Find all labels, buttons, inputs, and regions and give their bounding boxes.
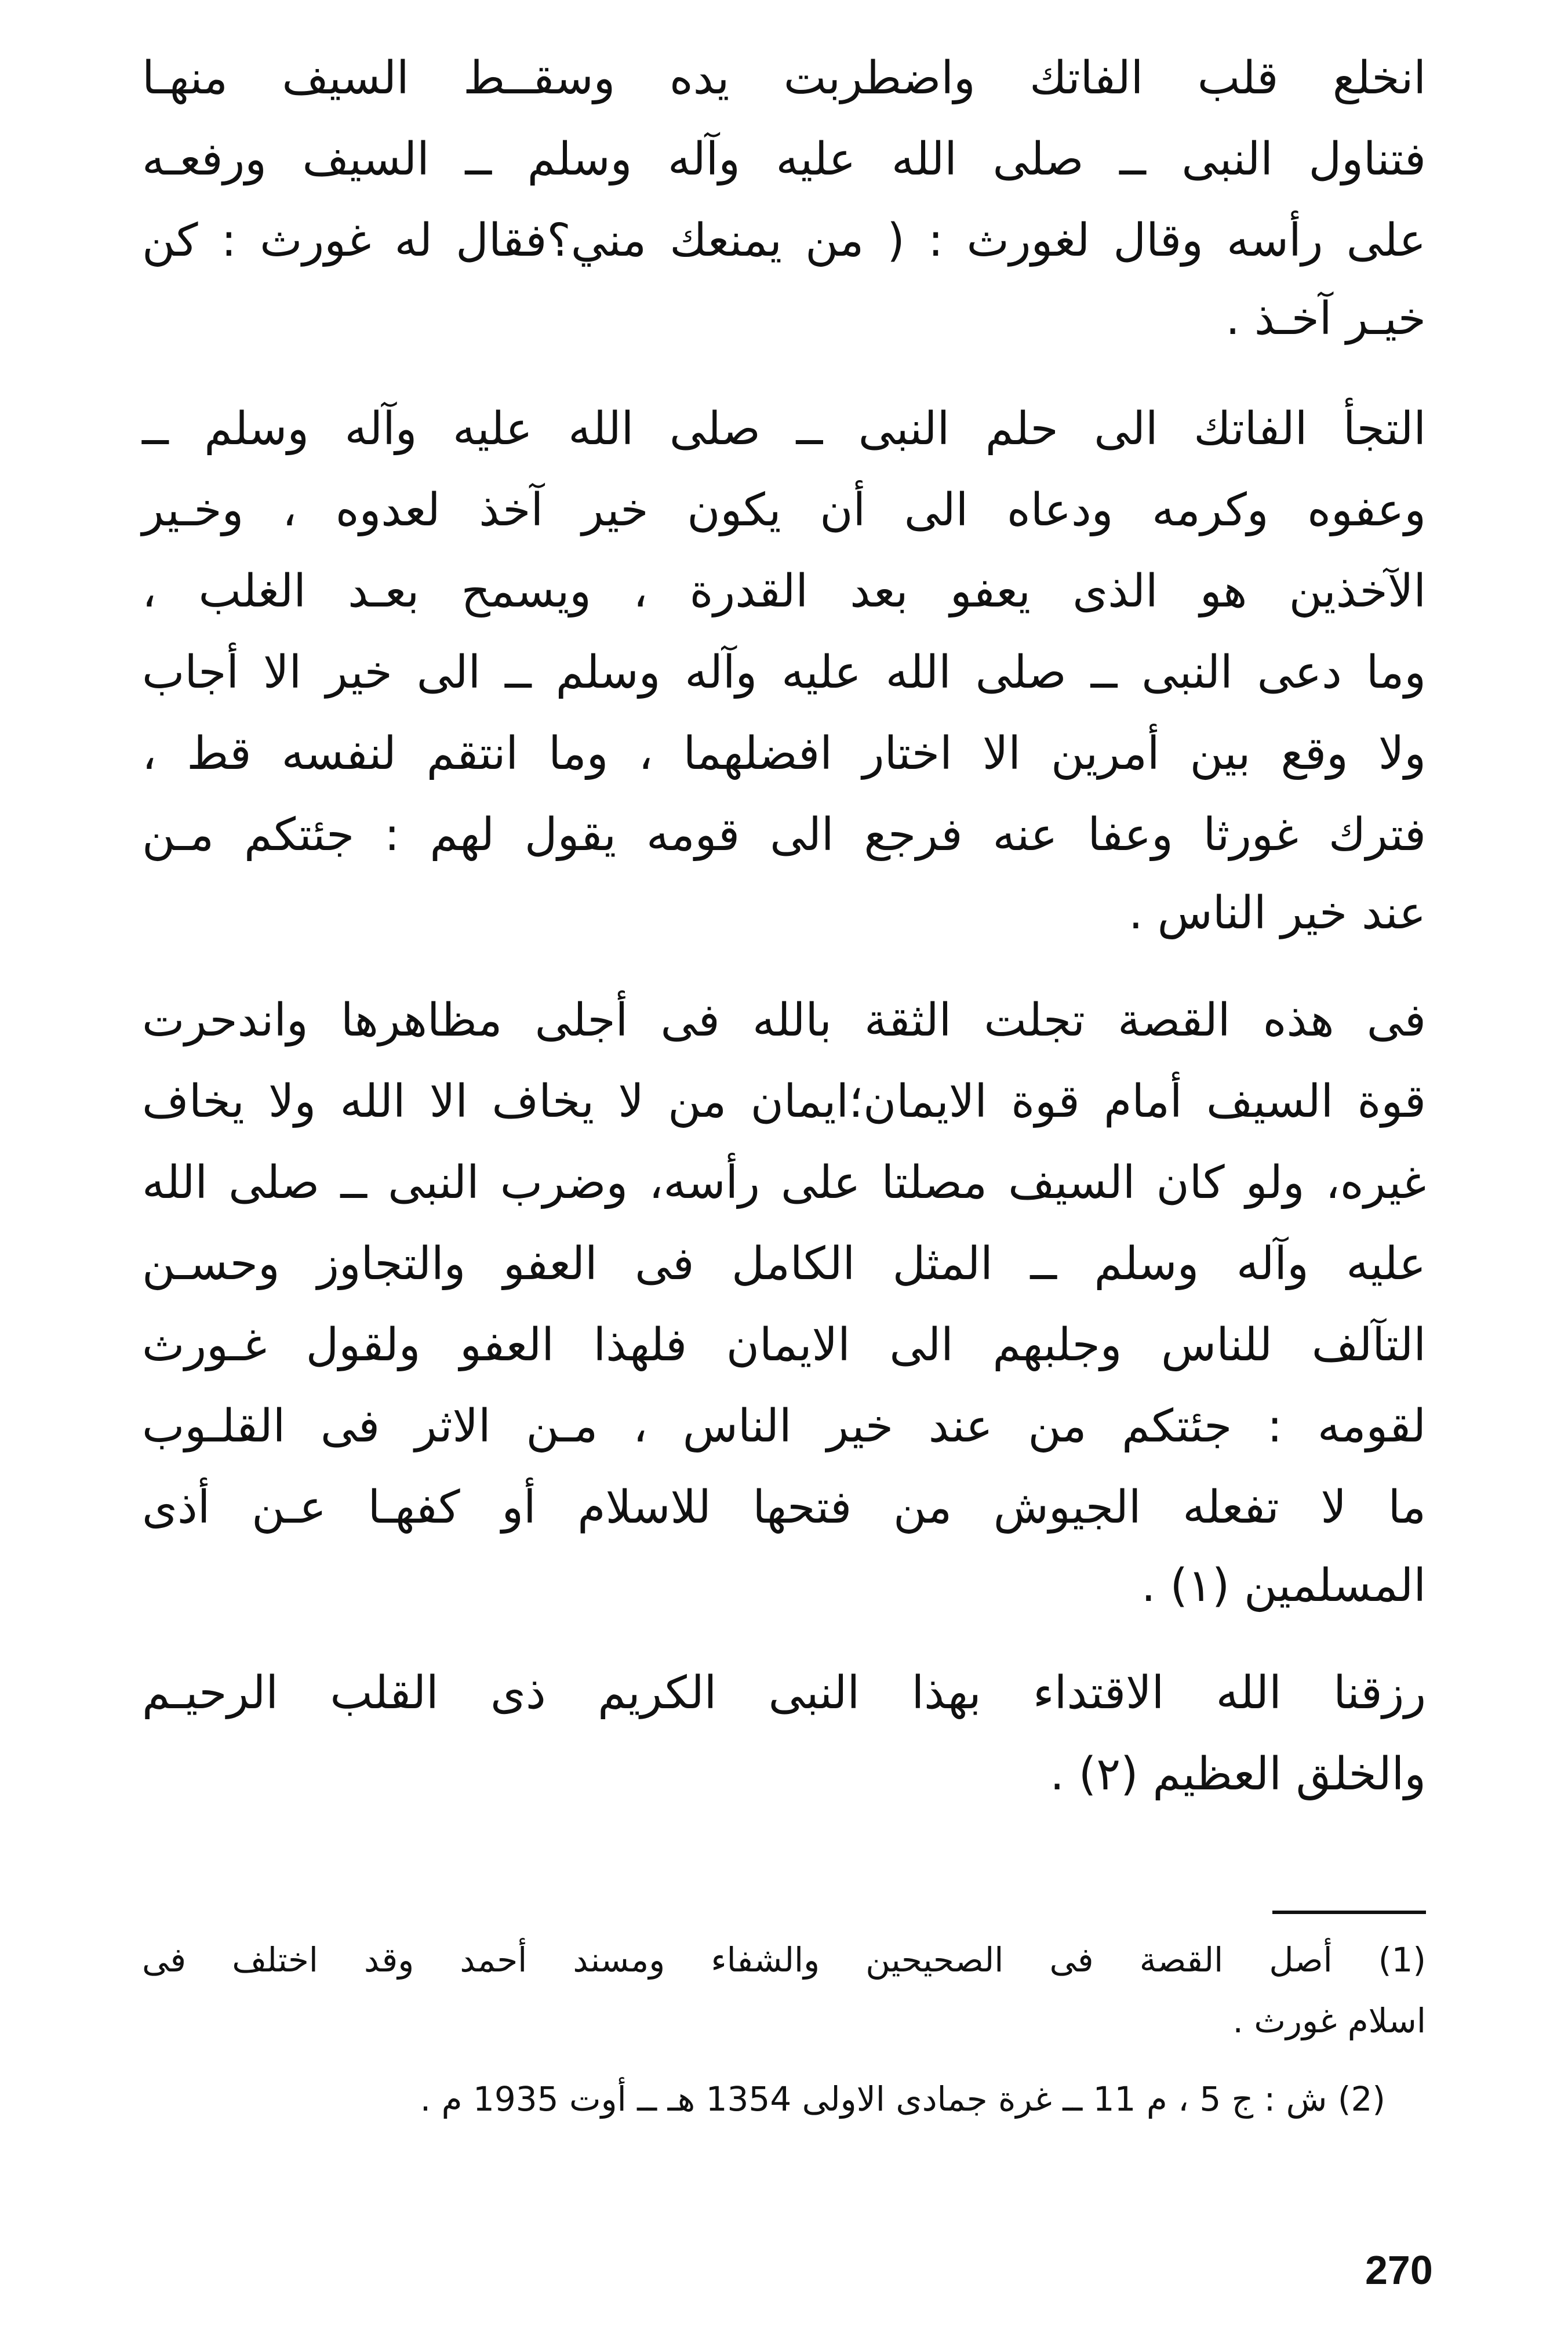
text-line: غيره، ولو كان السيف مصلتا على رأسه، وضرب النبى ــ صلى الله [142, 1157, 1426, 1209]
text-line: انخلع قلب الفاتك واضطربت يده وسقــط السيف منهـا [142, 52, 1426, 104]
text-line: الآخذين هو الذى يعفو بعد القدرة ، ويسمح بعـد الغلب ، [142, 565, 1426, 618]
text-line: ما لا تفعله الجيوش من فتحها للاسلام أو كفهـا عـن أذى [142, 1481, 1426, 1534]
text-line: وما دعى النبى ــ صلى الله عليه وآله وسلم ــ الى خير الا أجاب [142, 647, 1426, 699]
text-line: فى هذه القصة تجلت الثقة بالله فى أجلى مظاهرها واندحرت [142, 994, 1426, 1047]
footnote-line: (1) أصل القصة فى الصحيحين والشفاء ومسند أحمد وقد اختلف فى [142, 1940, 1426, 1980]
text-line: قوة السيف أمام قوة الايمان؛ايمان من لا يخاف الا الله ولا يخاف [142, 1076, 1426, 1128]
text-line: على رأسه وقال لغورث : ( من يمنعك مني؟فقال له غورث : كن [142, 215, 1426, 267]
text-line: التآلف للناس وجلبهم الى الايمان فلهذا العفو ولقول غـورث [142, 1319, 1426, 1371]
text-line: والخلق العظيم (٢) . [1050, 1748, 1426, 1800]
text-line: عند خير الناس . [1129, 887, 1426, 939]
page-number: 270 [1365, 2247, 1433, 2293]
footnote-separator [1272, 1911, 1426, 1914]
text-line: خيـر آخـذ . [1225, 293, 1426, 345]
text-line: لقومه : جئتكم من عند خير الناس ، مـن الاثر فى القلـوب [142, 1400, 1426, 1452]
text-line: المسلمين (١) . [1141, 1560, 1426, 1612]
text-line: رزقنا الله الاقتداء بهذا النبى الكريم ذى القلب الرحيـم [142, 1667, 1426, 1719]
footnote-line: اسلام غورث . [1232, 2001, 1426, 2040]
text-line: فترك غورثا وعفا عنه فرجع الى قومه يقول لهم : جئتكم مـن [142, 809, 1426, 861]
text-line: ولا وقع بين أمرين الا اختار افضلهما ، وما انتقم لنفسه قط ، [142, 728, 1426, 780]
text-line: عليه وآله وسلم ــ المثل الكامل فى العفو والتجاوز وحسـن [142, 1238, 1426, 1290]
text-line: فتناول النبى ــ صلى الله عليه وآله وسلم ــ السيف ورفعـه [142, 133, 1426, 186]
footnote-line: (2) ش : ج 5 ، م 11 ــ غرة جمادى الاولى 1354 هـ ــ أوت 1935 م . [420, 2079, 1385, 2119]
text-line: التجأ الفاتك الى حلم النبى ــ صلى الله عليه وآله وسلم ــ [142, 403, 1426, 455]
text-line: وعفوه وكرمه ودعاه الى أن يكون خير آخذ لعدوه ، وخـير [142, 484, 1426, 536]
